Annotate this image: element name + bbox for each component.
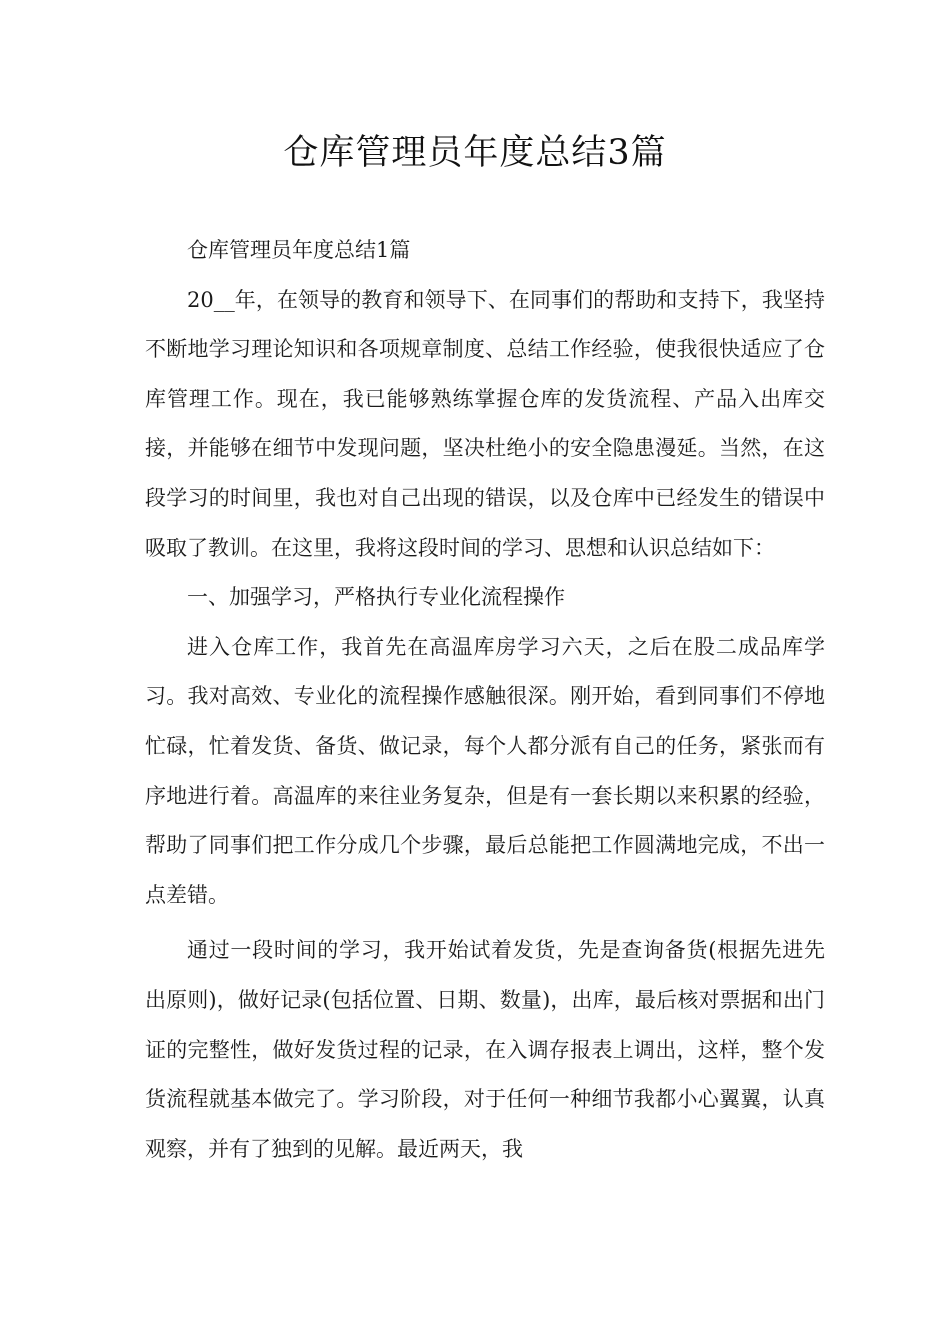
paragraph-shipping-process: 通过一段时间的学习，我开始试着发货，先是查询备货(根据先进先出原则)，做好记录(包括位置、日期、数量)，出库，最后核对票据和出门证的完整性，做好发货过程的记录，在入调存报表上调出，这样，整个发货流程就基本做完了。学习阶段，对于任何一种细节我都小心翼翼，认真观察，并有了独到的见解。最近两天，我 (145, 938, 825, 1161)
paragraph-warehouse-work: 进入仓库工作，我首先在高温库房学习六天，之后在股二成品库学习。我对高效、专业化的流程操作感触很深。刚开始，看到同事们不停地忙碌，忙着发货、备货、做记录，每个人都分派有自己的任务，紧张而有序地进行着。高温库的来往业务复杂，但是有一套长期以来积累的经验，帮助了同事们把工作分成几个步骤，最后总能把工作圆满地完成，不出一点差错。 (145, 634, 825, 907)
section-heading-learning: 一、加强学习，严格执行专业化流程操作 (187, 585, 565, 610)
document-title: 仓库管理员年度总结3篇 (283, 133, 667, 173)
paragraph-intro: 20__年，在领导的教育和领导下、在同事们的帮助和支持下，我坚持不断地学习理论知识和各项规章制度、总结工作经验，使我很快适应了仓库管理工作。现在，我已能够熟练掌握仓库的发货流程、产品入出库交接，并能够在细节中发现问题，坚决杜绝小的安全隐患漫延。当然，在这段学习的时间里，我也对自己出现的错误，以及仓库中已经发生的错误中吸取了教训。在这里，我将这段时间的学习、思想和认识总结如下： (145, 287, 825, 560)
document-body (145, 226, 825, 1174)
section-heading-1: 仓库管理员年度总结1篇 (187, 238, 411, 262)
